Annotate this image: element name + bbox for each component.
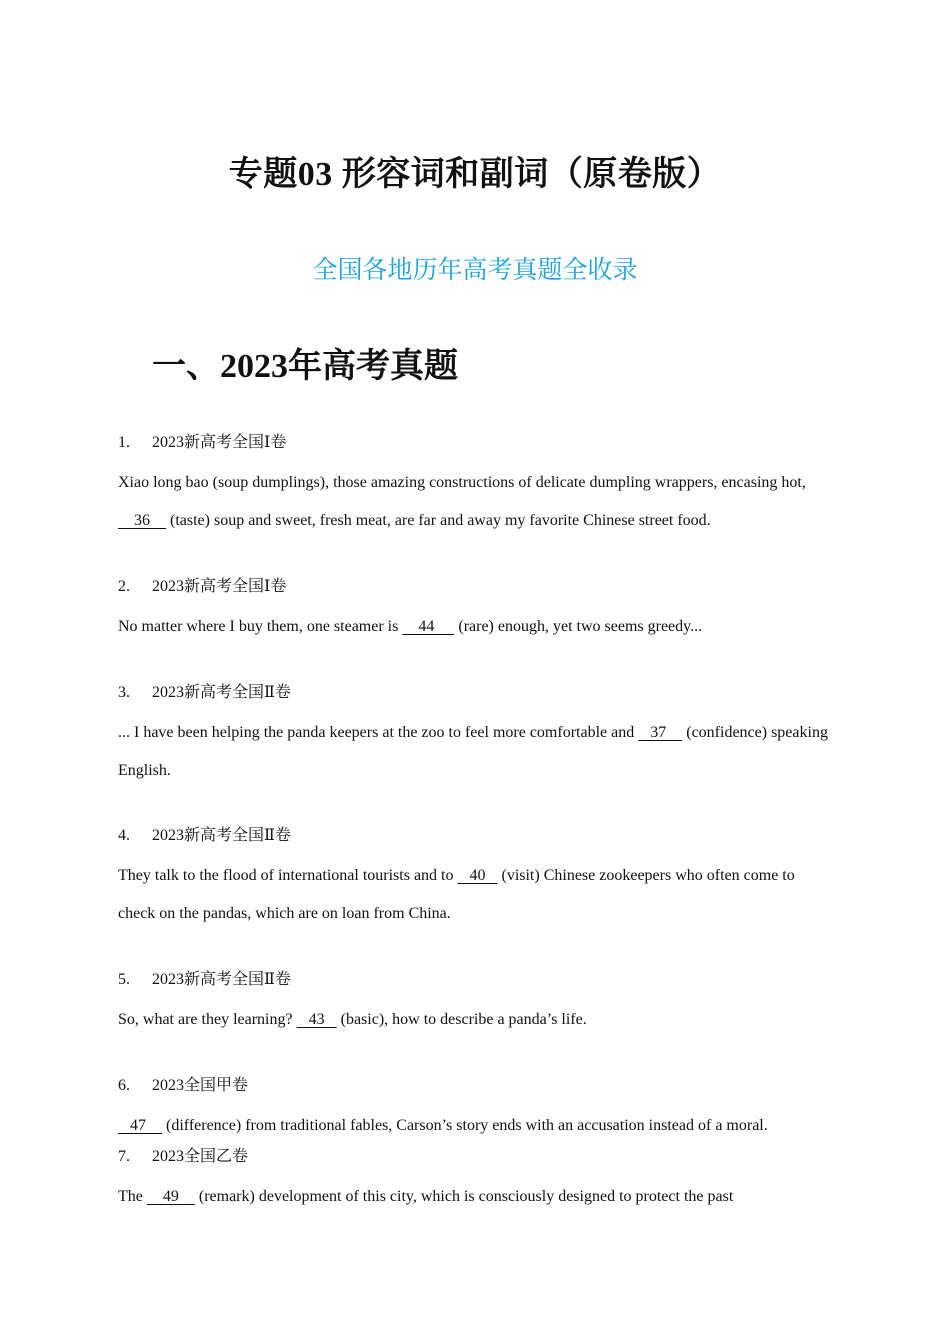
question-5	[118, 968, 833, 1039]
question-source	[118, 824, 833, 848]
text-before-blank: Xiao long bao (soup dumplings), those amazing constructions of delicate dumpling wrappers, encasing hot,	[118, 474, 806, 491]
answer-blank[interactable]: 47	[118, 1117, 162, 1134]
question-number: 5.	[118, 971, 130, 988]
question-number: 1.	[118, 434, 130, 451]
page-subtitle: 全国各地历年高考真题全收录	[312, 257, 638, 284]
text-before-blank: No matter where I buy them, one steamer is	[118, 618, 403, 635]
text-before-blank: The	[118, 1188, 147, 1205]
answer-blank[interactable]: 36	[118, 512, 166, 529]
answer-blank[interactable]: 40	[457, 867, 498, 884]
answer-blank[interactable]: 49	[146, 1188, 195, 1205]
question-source	[118, 1074, 833, 1098]
text-after-blank: (visit) Chinese zookeepers who often come to check on the pandas, which are on loan from China.	[118, 867, 795, 922]
question-text	[118, 1178, 833, 1216]
question-1	[118, 431, 833, 540]
question-number: 2.	[118, 578, 130, 595]
source-label: 2023新高考全国Ⅱ卷	[152, 971, 291, 988]
question-6	[118, 1074, 833, 1145]
question-text	[118, 714, 833, 790]
question-number: 4.	[118, 827, 130, 844]
source-label: 2023全国乙卷	[152, 1148, 249, 1165]
text-after-blank: (rare) enough, yet two seems greedy...	[454, 618, 703, 635]
question-text	[118, 608, 833, 646]
text-after-blank: (confidence) speaking English.	[118, 724, 828, 779]
source-label: 2023新高考全国Ⅰ卷	[152, 578, 287, 595]
question-number: 3.	[118, 684, 130, 701]
question-source	[118, 681, 833, 705]
question-text	[118, 464, 833, 540]
question-text	[118, 1001, 833, 1039]
question-4	[118, 824, 833, 933]
question-number: 7.	[118, 1148, 130, 1165]
question-text	[118, 857, 833, 933]
source-label: 2023新高考全国Ⅰ卷	[152, 434, 287, 451]
source-label: 2023全国甲卷	[152, 1077, 249, 1094]
answer-blank[interactable]: 37	[638, 724, 683, 741]
source-label: 2023新高考全国Ⅱ卷	[152, 827, 291, 844]
text-after-blank: (difference) from traditional fables, Carson’s story ends with an accusation instead of a moral.	[162, 1117, 768, 1134]
answer-blank[interactable]: 44	[402, 618, 455, 635]
section-heading: 一、2023年高考真题	[152, 348, 458, 385]
answer-blank[interactable]: 43	[296, 1011, 337, 1028]
question-source	[118, 575, 833, 599]
question-source	[118, 431, 833, 455]
text-before-blank: They talk to the flood of international tourists and to	[118, 867, 458, 884]
page-title: 专题03 形容词和副词（原卷版）	[228, 156, 722, 193]
text-after-blank: (taste) soup and sweet, fresh meat, are far and away my favorite Chinese street food.	[166, 512, 711, 529]
question-2	[118, 575, 833, 646]
text-after-blank: (basic), how to describe a panda’s life.	[336, 1011, 587, 1028]
text-before-blank: ... I have been helping the panda keepers at the zoo to feel more comfortable and	[118, 724, 639, 741]
source-label: 2023新高考全国Ⅱ卷	[152, 684, 291, 701]
text-before-blank: So, what are they learning?	[118, 1011, 297, 1028]
text-after-blank: (remark) development of this city, which is consciously designed to protect the past	[194, 1188, 734, 1205]
question-source	[118, 968, 833, 992]
question-3	[118, 681, 833, 790]
question-source	[118, 1145, 833, 1169]
question-text	[118, 1107, 833, 1145]
question-7	[118, 1145, 833, 1216]
question-number: 6.	[118, 1077, 130, 1094]
